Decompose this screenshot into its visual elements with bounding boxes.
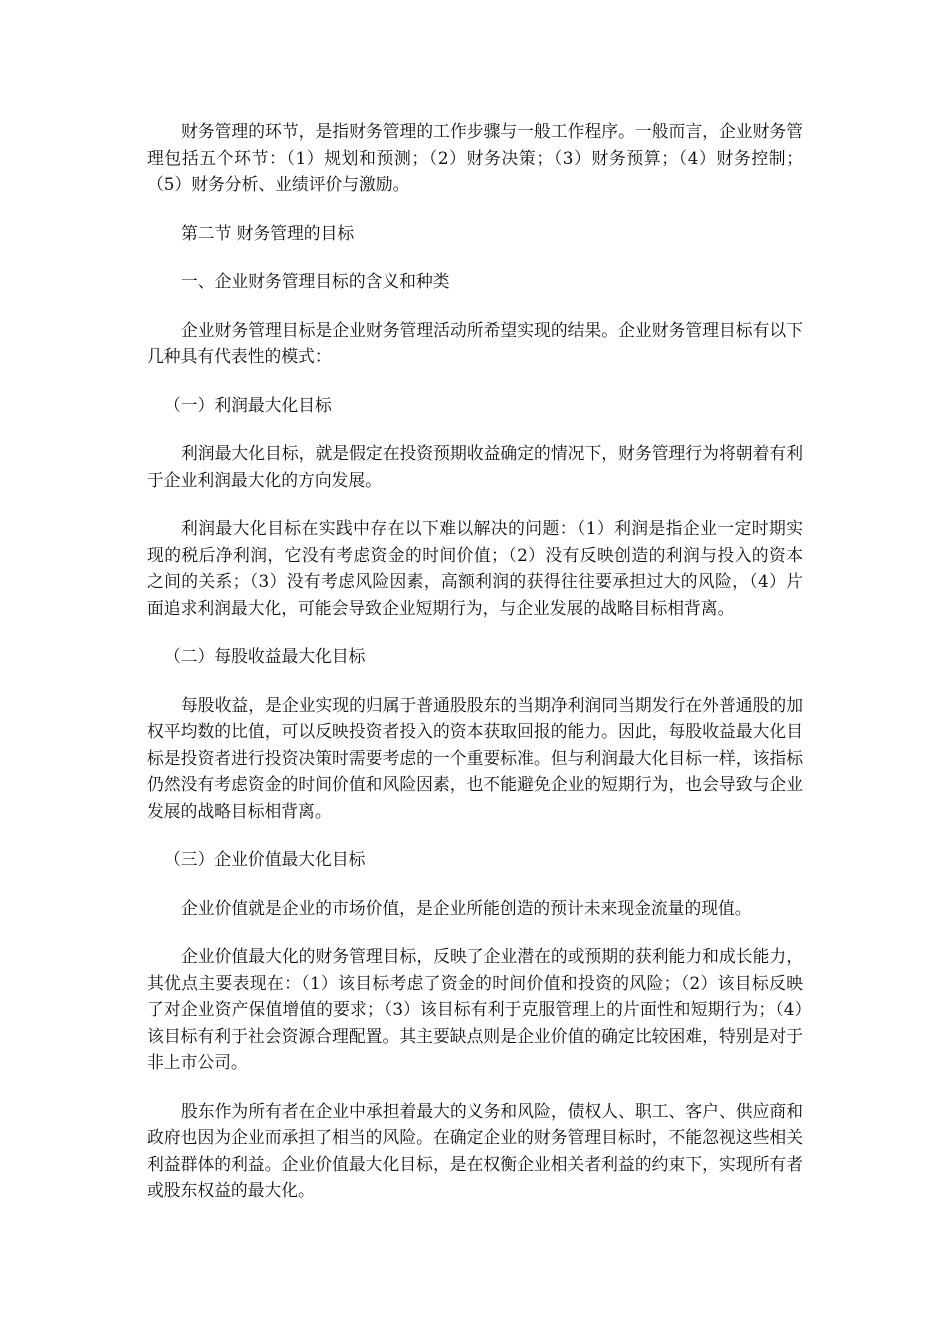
- paragraph-value-definition: 企业价值就是企业的市场价值，是企业所能创造的预计未来现金流量的现值。: [181, 897, 752, 918]
- paragraph-finance-stages: 财务管理的环节，是指财务管理的工作步骤与一般工作程序。一般而言，企业财务管理包括五个环节：（1）规划和预测；（2）财务决策；（3）财务预算；（4）财务控制；（5）财务分析、业绩评价与激励。: [147, 121, 803, 194]
- paragraph-profit-problems: 利润最大化目标在实践中存在以下难以解决的问题：（1）利润是指企业一定时期实现的税后净利润，它没有考虑资金的时间价值；（2）没有反映创造的利润与投入的资本之间的关系；（3）没有考虑风险因素，高额利润的获得往往要承担过大的风险，（4）片面追求利润最大化，可能会导致企业短期行为，与企业发展的战略目标相背离。: [147, 518, 803, 618]
- section-heading-goals: 第二节 财务管理的目标: [181, 222, 355, 243]
- paragraph-profit-definition: 利润最大化目标，就是假定在投资预期收益确定的情况下，财务管理行为将朝着有利于企业利润最大化的方向发展。: [147, 443, 803, 490]
- heading-profit-maximization: （一）利润最大化目标: [164, 394, 332, 415]
- heading-eps-maximization: （二）每股收益最大化目标: [164, 646, 366, 666]
- paragraph-stakeholders: 股东作为所有者在企业中承担着最大的义务和风险，债权人、职工、客户、供应商和政府也因为企业而承担了相当的风险。在确定企业的财务管理目标时，不能忽视这些相关利益群体的利益。企业价值最大化目标，是在权衡企业相关者利益的约束下，实现所有者或股东权益的最大化。: [147, 1100, 803, 1200]
- paragraph-goal-definition: 企业财务管理目标是企业财务管理活动所希望实现的结果。企业财务管理目标有以下几种具有代表性的模式：: [147, 319, 803, 366]
- heading-value-maximization: （三）企业价值最大化目标: [164, 849, 366, 869]
- document-page: [147, 118, 803, 1226]
- paragraph-value-advantages: 企业价值最大化的财务管理目标，反映了企业潜在的或预期的获利能力和成长能力，其优点主要表现在：（1）该目标考虑了资金的时间价值和投资的风险；（2）该目标反映了对企业资产保值增值的要求；（3）该目标有利于克服管理上的片面性和短期行为；（4）该目标有利于社会资源合理配置。其主要缺点则是企业价值的确定比较困难，特别是对于非上市公司。: [147, 946, 803, 1072]
- paragraph-eps-definition: 每股收益，是企业实现的归属于普通股股东的当期净利润同当期发行在外普通股的加权平均数的比值，可以反映投资者投入的资本获取回报的能力。因此，每股收益最大化目标是投资者进行投资决策时需要考虑的一个重要标准。但与利润最大化目标一样，该指标仍然没有考虑资金的时间价值和风险因素，也不能避免企业的短期行为，也会导致与企业发展的战略目标相背离。: [147, 694, 803, 821]
- subsection-heading-meaning: 一、企业财务管理目标的含义和种类: [181, 271, 450, 291]
